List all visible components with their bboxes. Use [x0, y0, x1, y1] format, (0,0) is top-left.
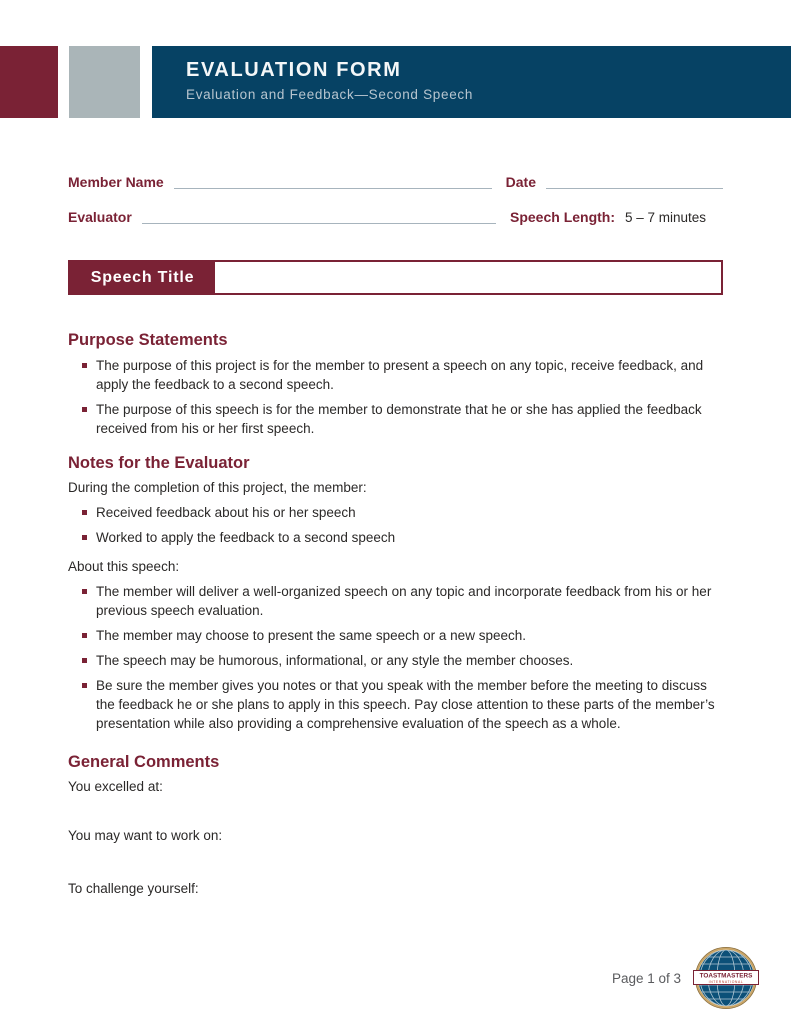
bullet-item	[68, 400, 723, 438]
evaluator-label: Evaluator	[68, 209, 132, 226]
page-footer	[612, 944, 759, 1012]
bullet-item	[68, 503, 723, 522]
speech-title-box	[68, 260, 723, 295]
bullet-square-icon	[82, 363, 87, 368]
member-name-label: Member Name	[68, 174, 164, 191]
header-bar	[152, 46, 791, 118]
bullet-square-icon	[82, 633, 87, 638]
date-input[interactable]	[546, 172, 723, 189]
comment-prompt-challenge: To challenge yourself:	[68, 881, 199, 897]
bullet-text: The member will deliver a well-organized speech on any topic and incorporate feedback from his or her previous speech evaluation.	[96, 583, 712, 618]
bullet-square-icon	[82, 658, 87, 663]
bullet-square-icon	[82, 510, 87, 515]
notes-for-evaluator-heading: Notes for the Evaluator	[68, 453, 250, 472]
bullet-text: The member may choose to present the same speech or a new speech.	[96, 627, 526, 643]
bullet-text: The speech may be humorous, informational, or any style the member chooses.	[96, 652, 574, 668]
form-title: EVALUATION FORM	[186, 59, 402, 81]
form-subtitle: Evaluation and Feedback—Second Speech	[186, 87, 474, 102]
bullet-square-icon	[82, 407, 87, 412]
speech-length-label: Speech Length:	[510, 209, 616, 226]
bullet-text: Worked to apply the feedback to a second speech	[96, 529, 396, 545]
bullet-item	[68, 582, 723, 620]
header-accent-maroon-square	[0, 46, 58, 118]
evaluator-field	[68, 207, 510, 226]
comment-writing-area-challenge[interactable]	[68, 898, 723, 928]
header-accent-gray-square	[69, 46, 140, 118]
bullet-item	[68, 651, 723, 670]
bullet-text: The purpose of this speech is for the member to demonstrate that he or she has applied the feedback received from his or her first speech.	[96, 401, 702, 436]
bullet-square-icon	[82, 535, 87, 540]
speech-title-label: Speech Title	[70, 262, 215, 293]
bullet-item	[68, 676, 723, 733]
purpose-bullet-list	[68, 356, 723, 438]
comment-prompt-work-on: You may want to work on:	[68, 828, 223, 844]
page-number: Page 1 of 3	[611, 970, 681, 986]
comment-writing-area-excelled[interactable]	[68, 796, 723, 826]
comment-writing-area-work-on[interactable]	[68, 845, 723, 879]
bullet-square-icon	[82, 683, 87, 688]
about-speech-intro: About this speech:	[68, 558, 180, 574]
toastmasters-logo	[693, 944, 759, 1012]
evaluator-input[interactable]	[142, 207, 496, 224]
comment-prompt-excelled: You excelled at:	[68, 779, 163, 795]
member-name-field	[68, 172, 506, 191]
evaluator-length-row	[68, 207, 723, 226]
bullet-text: The purpose of this project is for the member to present a speech on any topic, receive feedback, and apply the feedback to a second speech.	[96, 357, 704, 392]
general-comments-heading: General Comments	[68, 752, 220, 771]
notes-intro: During the completion of this project, the member:	[68, 479, 367, 495]
speech-length-value: 5 – 7 minutes	[625, 209, 707, 225]
form-body	[0, 118, 791, 928]
speech-title-input[interactable]	[215, 262, 721, 293]
notes-bullet-list	[68, 503, 723, 547]
bullet-square-icon	[82, 589, 87, 594]
date-label: Date	[505, 174, 536, 191]
bullet-text: Be sure the member gives you notes or that you speak with the member before the meeting to discuss the feedback he or she plans to apply in this speech. Pay close attention to these parts of the member’s presentation while also providing a comprehensive evaluation of the speech as a whole.	[96, 677, 715, 731]
member-name-date-row	[68, 172, 723, 191]
bullet-item	[68, 626, 723, 645]
bullet-item	[68, 528, 723, 547]
date-field	[506, 172, 723, 191]
logo-text-international: INTERNATIONAL	[708, 979, 744, 984]
bullet-item	[68, 356, 723, 394]
logo-text-toastmasters: TOASTMASTERS	[699, 972, 753, 980]
purpose-statements-heading: Purpose Statements	[68, 331, 228, 349]
about-speech-bullet-list	[68, 582, 723, 733]
speech-length-field	[510, 209, 723, 226]
bullet-text: Received feedback about his or her speech	[96, 504, 356, 520]
member-name-input[interactable]	[174, 172, 492, 189]
